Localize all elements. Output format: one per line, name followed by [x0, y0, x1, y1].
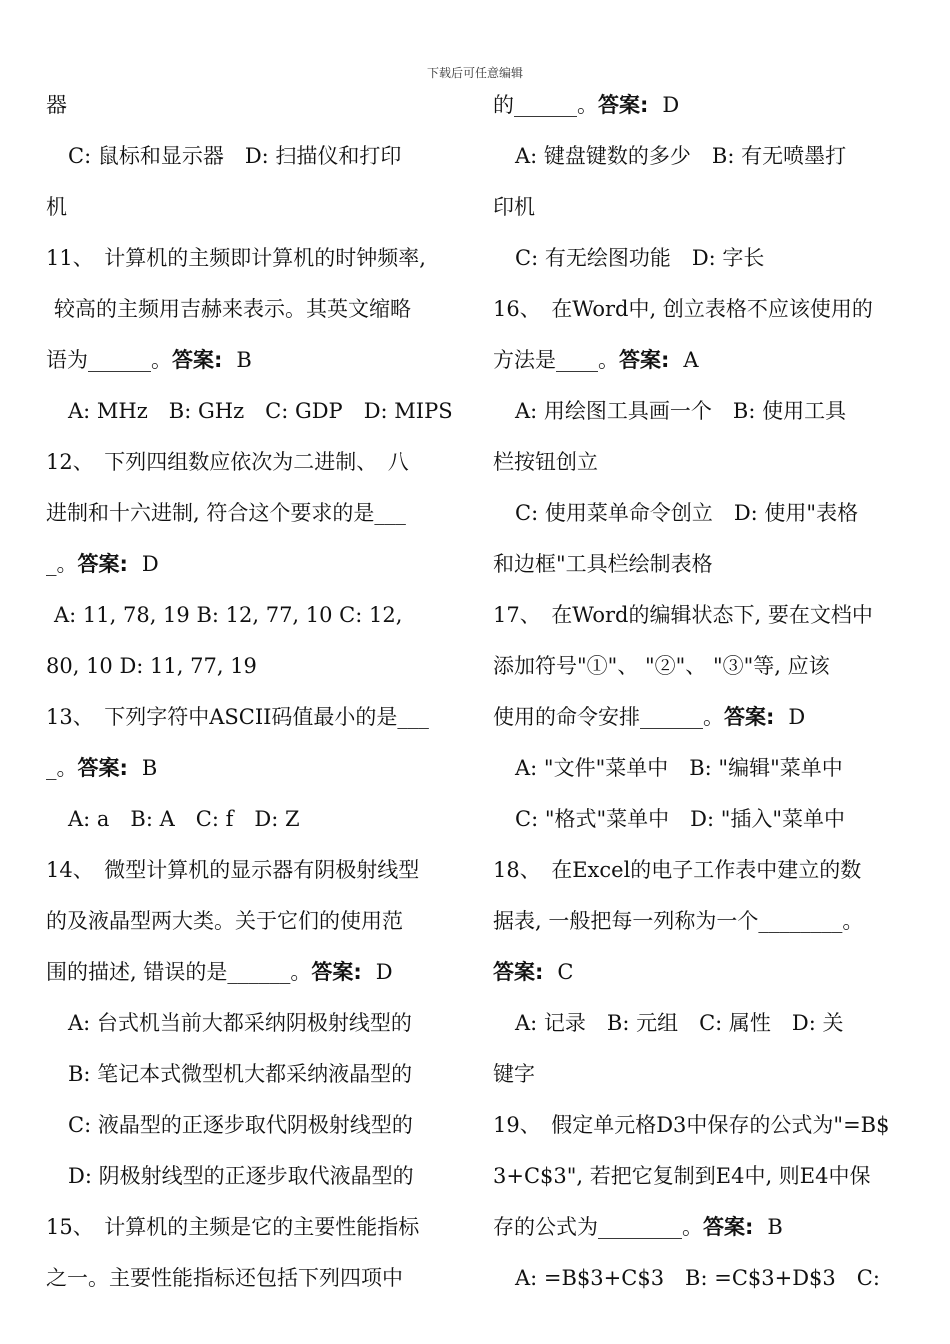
answer-value: B: [767, 1215, 783, 1239]
line-text: 之一。主要性能指标还包括下列四项中: [46, 1266, 403, 1290]
line-text: 12、 下列四组数应依次为二进制、 八: [46, 450, 409, 474]
line-text: 19、 假定单元格D3中保存的公式为"=B$: [493, 1113, 890, 1137]
line-text: 的及液晶型两大类。关于它们的使用范: [46, 909, 403, 933]
line-text: 进制和十六进制, 符合这个要求的是___: [46, 501, 406, 525]
text-line: [46, 692, 456, 743]
text-line: [493, 335, 908, 386]
line-text: 使用的命令安排______。: [493, 705, 724, 729]
line-text: C: 使用菜单命令创立 D: 使用"表格: [515, 501, 859, 525]
answer-label: 答案:: [77, 552, 128, 576]
text-line: [46, 488, 456, 539]
line-text: A: 11, 78, 19 B: 12, 77, 10 C: 12,: [54, 603, 403, 627]
line-text: C: 液晶型的正逐步取代阴极射线型的: [68, 1113, 413, 1137]
text-line: [46, 1049, 456, 1100]
text-line: [46, 131, 456, 182]
answer-label: 答案:: [77, 756, 128, 780]
text-line: [493, 896, 908, 947]
text-line: [46, 845, 456, 896]
line-text: A: 记录 B: 元组 C: 属性 D: 关: [515, 1011, 844, 1035]
text-line: [493, 539, 908, 590]
text-line: [493, 845, 908, 896]
line-text: A: a B: A C: f D: Z: [68, 807, 300, 831]
text-line: [493, 947, 908, 998]
text-line: [46, 1202, 456, 1253]
text-line: [493, 998, 908, 1049]
text-line: [46, 335, 456, 386]
line-text: 18、 在Excel的电子工作表中建立的数: [493, 858, 862, 882]
answer-value: C: [557, 960, 574, 984]
line-text: 16、 在Word中, 创立表格不应该使用的: [493, 297, 873, 321]
text-line: [493, 131, 908, 182]
line-text: A: MHz B: GHz C: GDP D: MIPS: [68, 399, 453, 423]
line-text: _。: [46, 756, 78, 780]
text-line: [493, 1049, 908, 1100]
text-line: [493, 284, 908, 335]
answer-value: D: [788, 705, 806, 729]
text-line: [46, 539, 456, 590]
answer-value: D: [662, 93, 680, 117]
text-line: [46, 1151, 456, 1202]
line-text: A: =B$3+C$3 B: =C$3+D$3 C:: [515, 1266, 880, 1290]
line-text: 添加符号"①"、 "②"、 "③"等, 应该: [493, 654, 830, 678]
line-text: 3+C$3", 若把它复制到E4中, 则E4中保: [493, 1164, 871, 1188]
answer-value: A: [683, 348, 699, 372]
right-column: [493, 80, 908, 1304]
line-text: _。: [46, 552, 78, 576]
line-text: C: "格式"菜单中 D: "插入"菜单中: [515, 807, 846, 831]
answer-value: D: [375, 960, 393, 984]
line-text: 据表, 一般把每一列称为一个________。: [493, 909, 864, 933]
line-text: A: 用绘图工具画一个 B: 使用工具: [515, 399, 847, 423]
text-line: [46, 284, 456, 335]
page-header: 下载后可任意编辑: [426, 66, 523, 80]
line-text: 11、 计算机的主频即计算机的时钟频率,: [46, 246, 426, 270]
line-text: 围的描述, 错误的是______。: [46, 960, 312, 984]
answer-value: D: [141, 552, 159, 576]
text-line: [46, 437, 456, 488]
text-line: [46, 1253, 456, 1304]
answer-label: 答案:: [703, 1215, 754, 1239]
text-line: [493, 692, 908, 743]
text-line: [493, 233, 908, 284]
text-line: [46, 1100, 456, 1151]
text-line: [46, 794, 456, 845]
text-line: [46, 233, 456, 284]
text-line: [493, 641, 908, 692]
left-column: [46, 80, 456, 1304]
text-line: [493, 794, 908, 845]
answer-label: 答案:: [598, 93, 649, 117]
line-text: 80, 10 D: 11, 77, 19: [46, 654, 257, 678]
line-text: 13、 下列字符中ASCII码值最小的是___: [46, 705, 429, 729]
line-text: 和边框"工具栏绘制表格: [493, 552, 713, 576]
answer-label: 答案:: [724, 705, 775, 729]
line-text: 印机: [493, 195, 535, 219]
line-text: 17、 在Word的编辑状态下, 要在文档中: [493, 603, 873, 627]
answer-value: B: [141, 756, 158, 780]
line-text: 键字: [493, 1062, 535, 1086]
text-line: [46, 896, 456, 947]
line-text: 器: [46, 93, 67, 117]
text-line: [493, 386, 908, 437]
line-text: 的______。: [493, 93, 598, 117]
text-line: [46, 80, 456, 131]
line-text: 方法是____。: [493, 348, 619, 372]
line-text: D: 阴极射线型的正逐步取代液晶型的: [68, 1164, 414, 1188]
answer-value: B: [236, 348, 252, 372]
line-text: 栏按钮创立: [493, 450, 598, 474]
line-text: 15、 计算机的主频是它的主要性能指标: [46, 1215, 420, 1239]
line-text: C: 鼠标和显示器 D: 扫描仪和打印: [68, 144, 402, 168]
text-line: [46, 743, 456, 794]
text-line: [46, 386, 456, 437]
line-text: A: "文件"菜单中 B: "编辑"菜单中: [515, 756, 843, 780]
answer-label: 答案:: [493, 960, 544, 984]
text-line: [493, 1151, 908, 1202]
text-line: [493, 182, 908, 233]
line-text: C: 有无绘图功能 D: 字长: [515, 246, 765, 270]
text-line: [46, 590, 456, 641]
text-line: [493, 488, 908, 539]
line-text: 语为______。: [46, 348, 172, 372]
text-line: [493, 80, 908, 131]
text-line: [493, 1100, 908, 1151]
line-text: 较高的主频用吉赫来表示。其英文缩略: [54, 297, 411, 321]
text-line: [493, 437, 908, 488]
text-line: [46, 947, 456, 998]
line-text: 存的公式为________。: [493, 1215, 703, 1239]
text-line: [493, 1253, 908, 1304]
line-text: 机: [46, 195, 67, 219]
line-text: A: 键盘键数的多少 B: 有无喷墨打: [515, 144, 847, 168]
answer-label: 答案:: [619, 348, 670, 372]
text-line: [46, 641, 456, 692]
line-text: A: 台式机当前大都采纳阴极射线型的: [68, 1011, 412, 1035]
text-line: [493, 1202, 908, 1253]
line-text: 14、 微型计算机的显示器有阴极射线型: [46, 858, 420, 882]
answer-label: 答案:: [311, 960, 362, 984]
text-line: [46, 998, 456, 1049]
text-line: [493, 590, 908, 641]
answer-label: 答案:: [172, 348, 223, 372]
line-text: B: 笔记本式微型机大都采纳液晶型的: [68, 1062, 413, 1086]
text-line: [46, 182, 456, 233]
text-line: [493, 743, 908, 794]
